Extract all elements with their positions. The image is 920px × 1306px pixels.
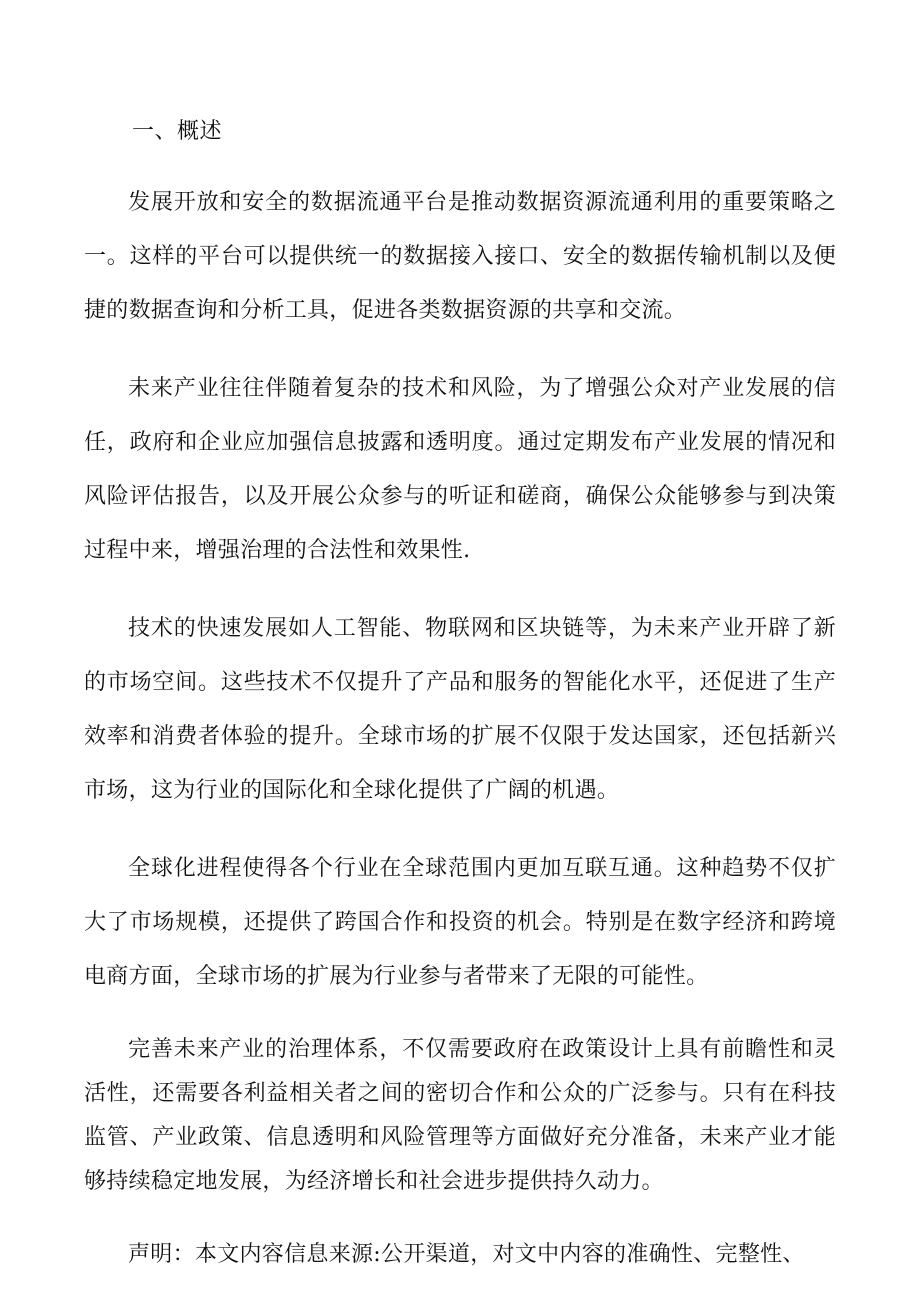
paragraph-disclaimer: 声明：本文内容信息来源:公开渠道，对文中内容的准确性、完整性、 — [128, 1242, 805, 1267]
paragraph-public-trust: 未来产业往往伴随着复杂的技术和风险，为了增强公众对产业发展的信任，政府和企业应加强信息披露和透明度。通过定期发布产业发展的情况和风险评估报告，以及开展公众参与的听证和磋商，确保公众能够参与到决策过程中来，增强治理的合法性和效果性. — [84, 376, 836, 563]
paragraph-technology-market: 技术的快速发展如人工智能、物联网和区块链等，为未来产业开辟了新的市场空间。这些技术不仅提升了产品和服务的智能化水平，还促进了生产效率和消费者体验的提升。全球市场的扩展不仅限于发达国家，还包括新兴市场，这为行业的国际化和全球化提供了广阔的机遇。 — [84, 616, 836, 803]
paragraph-data-platform: 发展开放和安全的数据流通平台是推动数据资源流通利用的重要策略之一。这样的平台可以提供统一的数据接入接口、安全的数据传输机制以及便捷的数据查询和分析工具，促进各类数据资源的共享和交流。 — [84, 190, 836, 323]
document-body — [84, 112, 836, 1306]
section-heading: 一、概述 — [132, 119, 223, 144]
paragraph-governance-system: 完善未来产业的治理体系，不仅需要政府在政策设计上具有前瞻性和灵活性，还需要各利益相关者之间的密切合作和公众的广泛参与。只有在科技监管、产业政策、信息透明和风险管理等方面做好充分准备，未来产业才能够持续稳定地发展，为经济增长和社会进步提供持久动力。 — [84, 1037, 836, 1194]
paragraph-globalization: 全球化进程使得各个行业在全球范围内更加互联互通。这种趋势不仅扩大了市场规模，还提供了跨国合作和投资的机会。特别是在数字经济和跨境电商方面，全球市场的扩展为行业参与者带来了无限的可能性。 — [84, 856, 836, 989]
